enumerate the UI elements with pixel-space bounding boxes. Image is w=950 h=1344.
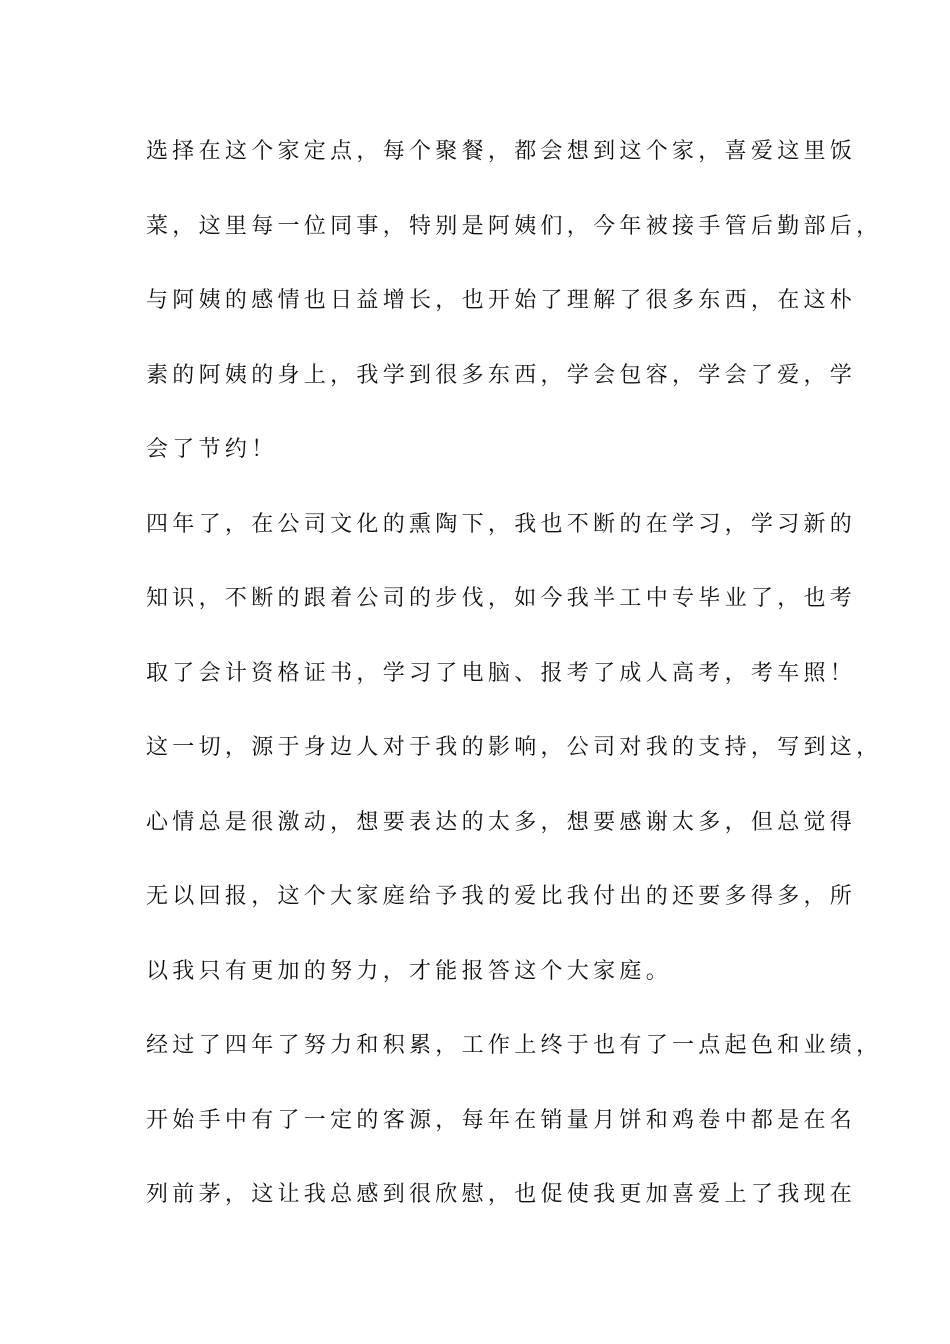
text-line: 四年了，在公司文化的熏陶下，我也不断的在学习，学习新的 xyxy=(146,512,857,537)
text-line: 心情总是很激动，想要表达的太多，想要感谢太多，但总觉得 xyxy=(146,810,857,835)
text-line: 选择在这个家定点，每个聚餐，都会想到这个家，喜爱这里饭 xyxy=(146,139,857,164)
text-line: 与阿姨的感情也日益增长，也开始了理解了很多东西，在这朴 xyxy=(146,288,857,313)
text-line: 列前茅，这让我总感到很欣慰，也促使我更加喜爱上了我现在 xyxy=(146,1182,857,1207)
text-line: 素的阿姨的身上，我学到很多东西，学会包容，学会了爱，学 xyxy=(146,363,857,388)
text-line: 取了会计资格证书，学习了电脑、报考了成人高考，考车照！ xyxy=(146,661,857,686)
text-line: 知识，不断的跟着公司的步伐，如今我半工中专毕业了，也考 xyxy=(146,586,857,611)
text-line: 菜，这里每一位同事，特别是阿姨们，今年被接手管后勤部后， xyxy=(146,214,883,239)
text-line: 会了节约！ xyxy=(146,437,278,462)
text-line: 以我只有更加的努力，才能报答这个大家庭。 xyxy=(146,959,673,984)
text-line: 无以回报，这个大家庭给予我的爱比我付出的还要多得多，所 xyxy=(146,884,857,909)
text-line: 这一切，源于身边人对于我的影响，公司对我的支持，写到这， xyxy=(146,735,883,760)
text-line: 经过了四年了努力和积累，工作上终于也有了一点起色和业绩， xyxy=(146,1033,883,1058)
text-line: 开始手中有了一定的客源，每年在销量月饼和鸡卷中都是在名 xyxy=(146,1108,857,1133)
